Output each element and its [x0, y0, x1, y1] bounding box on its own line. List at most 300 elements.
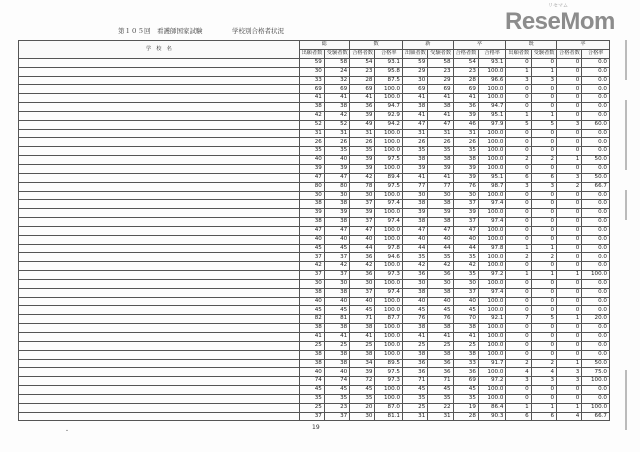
value-cell: 0 — [557, 58, 582, 67]
value-cell: 19 — [453, 403, 478, 412]
value-cell: 76 — [403, 315, 428, 324]
value-cell: 97.3 — [375, 377, 403, 386]
value-cell: 26 — [428, 138, 453, 147]
value-cell: 0 — [506, 103, 531, 112]
value-cell: 0.0 — [582, 85, 610, 94]
value-cell: 23 — [428, 67, 453, 76]
value-cell: 82 — [299, 315, 324, 324]
value-cell: 30 — [453, 191, 478, 200]
table-row — [19, 218, 610, 227]
value-cell: 96.6 — [478, 76, 506, 85]
value-cell: 36 — [453, 368, 478, 377]
value-cell: 100.0 — [478, 147, 506, 156]
value-cell: 1 — [531, 403, 556, 412]
value-cell: 47 — [453, 226, 478, 235]
value-cell: 0 — [531, 333, 556, 342]
header-school-name: 学 校 名 — [19, 41, 300, 59]
value-cell: 100.0 — [375, 386, 403, 395]
value-cell: 100.0 — [478, 350, 506, 359]
value-cell: 0.0 — [582, 324, 610, 333]
value-cell: 41 — [453, 94, 478, 103]
value-cell: 0 — [557, 253, 582, 262]
value-cell: 0 — [557, 191, 582, 200]
school-name-cell — [19, 164, 300, 173]
value-cell: 36 — [403, 368, 428, 377]
value-cell: 91.7 — [478, 359, 506, 368]
school-name-cell — [19, 394, 300, 403]
value-cell: 30 — [324, 279, 349, 288]
value-cell: 35 — [428, 147, 453, 156]
value-cell: 3 — [557, 173, 582, 182]
value-cell: 38 — [299, 288, 324, 297]
value-cell: 46 — [453, 120, 478, 129]
value-cell: 5 — [531, 120, 556, 129]
value-cell: 1 — [531, 111, 556, 120]
value-cell: 0 — [531, 129, 556, 138]
value-cell: 25 — [403, 341, 428, 350]
value-cell: 0 — [557, 103, 582, 112]
table-row — [19, 341, 610, 350]
school-name-cell — [19, 271, 300, 280]
value-cell: 0 — [557, 235, 582, 244]
value-cell: 35 — [403, 394, 428, 403]
value-cell: 0 — [506, 191, 531, 200]
value-cell: 38 — [324, 359, 349, 368]
value-cell: 78 — [350, 182, 375, 191]
school-name-cell — [19, 58, 300, 67]
school-name-cell — [19, 173, 300, 182]
value-cell: 89.4 — [375, 173, 403, 182]
value-cell: 38 — [428, 156, 453, 165]
value-cell: 0 — [531, 164, 556, 173]
table-row — [19, 129, 610, 138]
value-cell: 81 — [324, 315, 349, 324]
table-row — [19, 297, 610, 306]
value-cell: 23 — [453, 67, 478, 76]
school-name-cell — [19, 111, 300, 120]
value-cell: 94.2 — [375, 120, 403, 129]
value-cell: 97.5 — [375, 368, 403, 377]
value-cell: 40 — [453, 235, 478, 244]
value-cell: 39 — [453, 164, 478, 173]
value-cell: 0 — [531, 94, 556, 103]
value-cell: 60.0 — [582, 120, 610, 129]
value-cell: 37 — [350, 288, 375, 297]
value-cell: 45 — [403, 386, 428, 395]
value-cell: 37 — [324, 253, 349, 262]
value-cell: 34 — [350, 359, 375, 368]
value-cell: 0 — [557, 85, 582, 94]
value-cell: 30 — [299, 279, 324, 288]
value-cell: 39 — [324, 209, 349, 218]
value-cell: 0 — [557, 324, 582, 333]
value-cell: 25 — [324, 341, 349, 350]
value-cell: 37 — [350, 218, 375, 227]
school-name-cell — [19, 359, 300, 368]
value-cell: 29 — [403, 67, 428, 76]
header-new-2: 卒 — [453, 41, 506, 50]
value-cell: 100.0 — [478, 306, 506, 315]
value-cell: 0 — [557, 262, 582, 271]
value-cell: 33 — [453, 359, 478, 368]
value-cell: 38 — [324, 324, 349, 333]
value-cell: 59 — [403, 58, 428, 67]
value-cell: 47 — [324, 173, 349, 182]
value-cell: 28 — [453, 412, 478, 421]
value-cell: 31 — [453, 129, 478, 138]
value-cell: 0 — [506, 262, 531, 271]
value-cell: 41 — [403, 94, 428, 103]
value-cell: 36 — [350, 253, 375, 262]
value-cell: 100.0 — [375, 324, 403, 333]
value-cell: 0 — [531, 58, 556, 67]
value-cell: 38 — [324, 200, 349, 209]
value-cell: 38 — [428, 324, 453, 333]
value-cell: 42 — [299, 262, 324, 271]
value-cell: 39 — [350, 111, 375, 120]
value-cell: 45 — [403, 306, 428, 315]
value-cell: 40 — [299, 368, 324, 377]
table-row — [19, 120, 610, 129]
logo-ruby: リセマム — [548, 3, 568, 9]
value-cell: 38 — [403, 324, 428, 333]
value-cell: 100.0 — [582, 271, 610, 280]
value-cell: 0 — [506, 386, 531, 395]
value-cell: 40 — [350, 235, 375, 244]
table-row — [19, 111, 610, 120]
value-cell: 80 — [299, 182, 324, 191]
value-cell: 97.2 — [478, 271, 506, 280]
value-cell: 45 — [350, 306, 375, 315]
value-cell: 94.6 — [375, 253, 403, 262]
value-cell: 0 — [506, 341, 531, 350]
value-cell: 1 — [506, 244, 531, 253]
value-cell: 0 — [506, 350, 531, 359]
value-cell: 0 — [531, 209, 556, 218]
value-cell: 94.7 — [478, 103, 506, 112]
value-cell: 87.5 — [375, 76, 403, 85]
value-cell: 1 — [557, 271, 582, 280]
value-cell: 38 — [299, 218, 324, 227]
value-cell: 47 — [350, 226, 375, 235]
value-cell: 81.1 — [375, 412, 403, 421]
school-name-cell — [19, 182, 300, 191]
resemom-logo: ReseMom — [505, 8, 615, 35]
value-cell: 2 — [531, 253, 556, 262]
value-cell: 38 — [350, 350, 375, 359]
value-cell: 100.0 — [478, 94, 506, 103]
value-cell: 35 — [403, 147, 428, 156]
value-cell: 0 — [557, 341, 582, 350]
table-row — [19, 403, 610, 412]
value-cell: 0.0 — [582, 341, 610, 350]
value-cell: 97.4 — [375, 200, 403, 209]
value-cell: 30 — [350, 279, 375, 288]
table-row — [19, 306, 610, 315]
value-cell: 0.0 — [582, 235, 610, 244]
value-cell: 3 — [531, 76, 556, 85]
header-prev-2: 卒 — [557, 41, 610, 50]
value-cell: 0 — [531, 262, 556, 271]
value-cell: 31 — [428, 412, 453, 421]
value-cell: 0.0 — [582, 386, 610, 395]
table-row — [19, 200, 610, 209]
value-cell: 69 — [428, 85, 453, 94]
value-cell: 26 — [324, 138, 349, 147]
value-cell: 0 — [557, 164, 582, 173]
value-cell: 0 — [531, 350, 556, 359]
value-cell: 30 — [403, 76, 428, 85]
value-cell: 0 — [506, 235, 531, 244]
value-cell: 0.0 — [582, 76, 610, 85]
value-cell: 2 — [506, 253, 531, 262]
value-cell: 0 — [531, 218, 556, 227]
value-cell: 97.4 — [478, 218, 506, 227]
value-cell: 25 — [299, 341, 324, 350]
subheader-new-3: 合格率 — [478, 50, 506, 59]
value-cell: 0 — [506, 288, 531, 297]
value-cell: 39 — [453, 111, 478, 120]
value-cell: 35 — [428, 394, 453, 403]
value-cell: 35 — [299, 394, 324, 403]
value-cell: 100.0 — [582, 403, 610, 412]
value-cell: 41 — [350, 94, 375, 103]
value-cell: 0.0 — [582, 164, 610, 173]
value-cell: 5 — [506, 120, 531, 129]
value-cell: 70 — [453, 315, 478, 324]
value-cell: 100.0 — [375, 262, 403, 271]
value-cell: 100.0 — [375, 138, 403, 147]
school-name-cell — [19, 324, 300, 333]
value-cell: 1 — [506, 271, 531, 280]
value-cell: 20 — [350, 403, 375, 412]
value-cell: 100.0 — [478, 85, 506, 94]
value-cell: 44 — [350, 244, 375, 253]
value-cell: 0 — [506, 138, 531, 147]
value-cell: 0 — [506, 306, 531, 315]
value-cell: 52 — [324, 120, 349, 129]
value-cell: 30 — [350, 191, 375, 200]
value-cell: 100.0 — [375, 147, 403, 156]
value-cell: 25 — [403, 403, 428, 412]
value-cell: 0 — [557, 386, 582, 395]
value-cell: 45 — [299, 306, 324, 315]
value-cell: 100.0 — [478, 226, 506, 235]
value-cell: 3 — [506, 182, 531, 191]
value-cell: 39 — [453, 209, 478, 218]
value-cell: 100.0 — [375, 209, 403, 218]
value-cell: 100.0 — [478, 191, 506, 200]
value-cell: 42 — [324, 262, 349, 271]
value-cell: 42 — [299, 111, 324, 120]
value-cell: 35 — [350, 394, 375, 403]
value-cell: 71 — [428, 377, 453, 386]
value-cell: 0 — [506, 394, 531, 403]
table-row — [19, 368, 610, 377]
value-cell: 97.3 — [375, 271, 403, 280]
subheader-total-1: 受験者数 — [324, 50, 349, 59]
value-cell: 45 — [324, 244, 349, 253]
value-cell: 40 — [403, 297, 428, 306]
value-cell: 23 — [324, 403, 349, 412]
value-cell: 100.0 — [478, 262, 506, 271]
value-cell: 0 — [557, 200, 582, 209]
value-cell: 38 — [324, 350, 349, 359]
value-cell: 38 — [403, 200, 428, 209]
table-row — [19, 262, 610, 271]
subheader-prev-3: 合格率 — [582, 50, 610, 59]
value-cell: 41 — [428, 333, 453, 342]
value-cell: 0 — [557, 209, 582, 218]
value-cell: 26 — [403, 138, 428, 147]
value-cell: 41 — [324, 333, 349, 342]
value-cell: 3 — [506, 76, 531, 85]
value-cell: 100.0 — [478, 209, 506, 218]
value-cell: 1 — [506, 403, 531, 412]
value-cell: 100.0 — [478, 333, 506, 342]
value-cell: 40 — [299, 156, 324, 165]
value-cell: 100.0 — [375, 350, 403, 359]
value-cell: 39 — [428, 164, 453, 173]
value-cell: 0 — [506, 324, 531, 333]
value-cell: 0 — [506, 200, 531, 209]
value-cell: 0.0 — [582, 138, 610, 147]
value-cell: 1 — [557, 156, 582, 165]
table-row — [19, 76, 610, 85]
value-cell: 30 — [403, 191, 428, 200]
value-cell: 35 — [428, 253, 453, 262]
value-cell: 6 — [531, 173, 556, 182]
value-cell: 100.0 — [478, 394, 506, 403]
value-cell: 0 — [506, 333, 531, 342]
school-name-cell — [19, 209, 300, 218]
value-cell: 0 — [557, 76, 582, 85]
value-cell: 71 — [403, 377, 428, 386]
school-name-cell — [19, 129, 300, 138]
page-number: 19 — [312, 424, 320, 431]
value-cell: 40 — [403, 235, 428, 244]
value-cell: 97.5 — [375, 182, 403, 191]
value-cell: 77 — [428, 182, 453, 191]
value-cell: 86.4 — [478, 403, 506, 412]
value-cell: 45 — [299, 244, 324, 253]
value-cell: 39 — [350, 209, 375, 218]
value-cell: 54 — [350, 58, 375, 67]
value-cell: 40 — [350, 297, 375, 306]
value-cell: 89.5 — [375, 359, 403, 368]
value-cell: 0.0 — [582, 58, 610, 67]
value-cell: 1 — [506, 111, 531, 120]
footer-dot: ・ — [64, 428, 71, 435]
value-cell: 26 — [453, 138, 478, 147]
value-cell: 35 — [350, 147, 375, 156]
value-cell: 23 — [350, 67, 375, 76]
value-cell: 0.0 — [582, 297, 610, 306]
value-cell: 0.0 — [582, 262, 610, 271]
school-name-cell — [19, 103, 300, 112]
value-cell: 97.9 — [478, 120, 506, 129]
header-prev-1: 既 — [506, 41, 557, 50]
value-cell: 38 — [324, 288, 349, 297]
header-new-1: 新 — [403, 41, 454, 50]
value-cell: 38 — [453, 350, 478, 359]
value-cell: 42 — [350, 173, 375, 182]
value-cell: 35 — [453, 394, 478, 403]
school-name-cell — [19, 191, 300, 200]
value-cell: 0.0 — [582, 253, 610, 262]
value-cell: 75.0 — [582, 368, 610, 377]
value-cell: 42 — [403, 262, 428, 271]
value-cell: 28 — [350, 76, 375, 85]
value-cell: 90.3 — [478, 412, 506, 421]
value-cell: 5 — [531, 315, 556, 324]
value-cell: 0 — [557, 279, 582, 288]
value-cell: 49 — [350, 120, 375, 129]
value-cell: 38 — [428, 218, 453, 227]
value-cell: 40 — [324, 297, 349, 306]
value-cell: 3 — [506, 377, 531, 386]
header-total-2: 数 — [350, 41, 403, 50]
value-cell: 31 — [324, 129, 349, 138]
value-cell: 37 — [324, 412, 349, 421]
value-cell: 100.0 — [478, 156, 506, 165]
value-cell: 45 — [428, 306, 453, 315]
value-cell: 45 — [453, 386, 478, 395]
value-cell: 0 — [531, 200, 556, 209]
value-cell: 37 — [350, 200, 375, 209]
value-cell: 1 — [557, 315, 582, 324]
value-cell: 31 — [403, 412, 428, 421]
value-cell: 41 — [324, 94, 349, 103]
value-cell: 69 — [324, 85, 349, 94]
school-name-cell — [19, 147, 300, 156]
document-subtitle: 学校別合格者状況 — [232, 27, 284, 35]
value-cell: 100.0 — [375, 164, 403, 173]
value-cell: 100.0 — [375, 333, 403, 342]
table-row — [19, 279, 610, 288]
value-cell: 36 — [428, 359, 453, 368]
value-cell: 100.0 — [478, 368, 506, 377]
value-cell: 2 — [506, 156, 531, 165]
value-cell: 0 — [557, 297, 582, 306]
school-name-cell — [19, 306, 300, 315]
value-cell: 38 — [299, 103, 324, 112]
value-cell: 47 — [428, 226, 453, 235]
value-cell: 38 — [403, 103, 428, 112]
table-row — [19, 394, 610, 403]
value-cell: 29 — [428, 76, 453, 85]
value-cell: 41 — [350, 333, 375, 342]
value-cell: 35 — [403, 253, 428, 262]
subheader-prev-0: 出願者数 — [506, 50, 531, 59]
value-cell: 69 — [453, 85, 478, 94]
value-cell: 1 — [531, 271, 556, 280]
value-cell: 2 — [557, 182, 582, 191]
value-cell: 98.7 — [478, 182, 506, 191]
value-cell: 0.0 — [582, 129, 610, 138]
value-cell: 42 — [350, 262, 375, 271]
value-cell: 4 — [557, 412, 582, 421]
value-cell: 100.0 — [478, 138, 506, 147]
value-cell: 50.0 — [582, 359, 610, 368]
value-cell: 36 — [403, 359, 428, 368]
value-cell: 0 — [506, 218, 531, 227]
value-cell: 31 — [350, 129, 375, 138]
value-cell: 0 — [531, 394, 556, 403]
value-cell: 77 — [403, 182, 428, 191]
value-cell: 30 — [324, 191, 349, 200]
results-table — [18, 40, 610, 421]
